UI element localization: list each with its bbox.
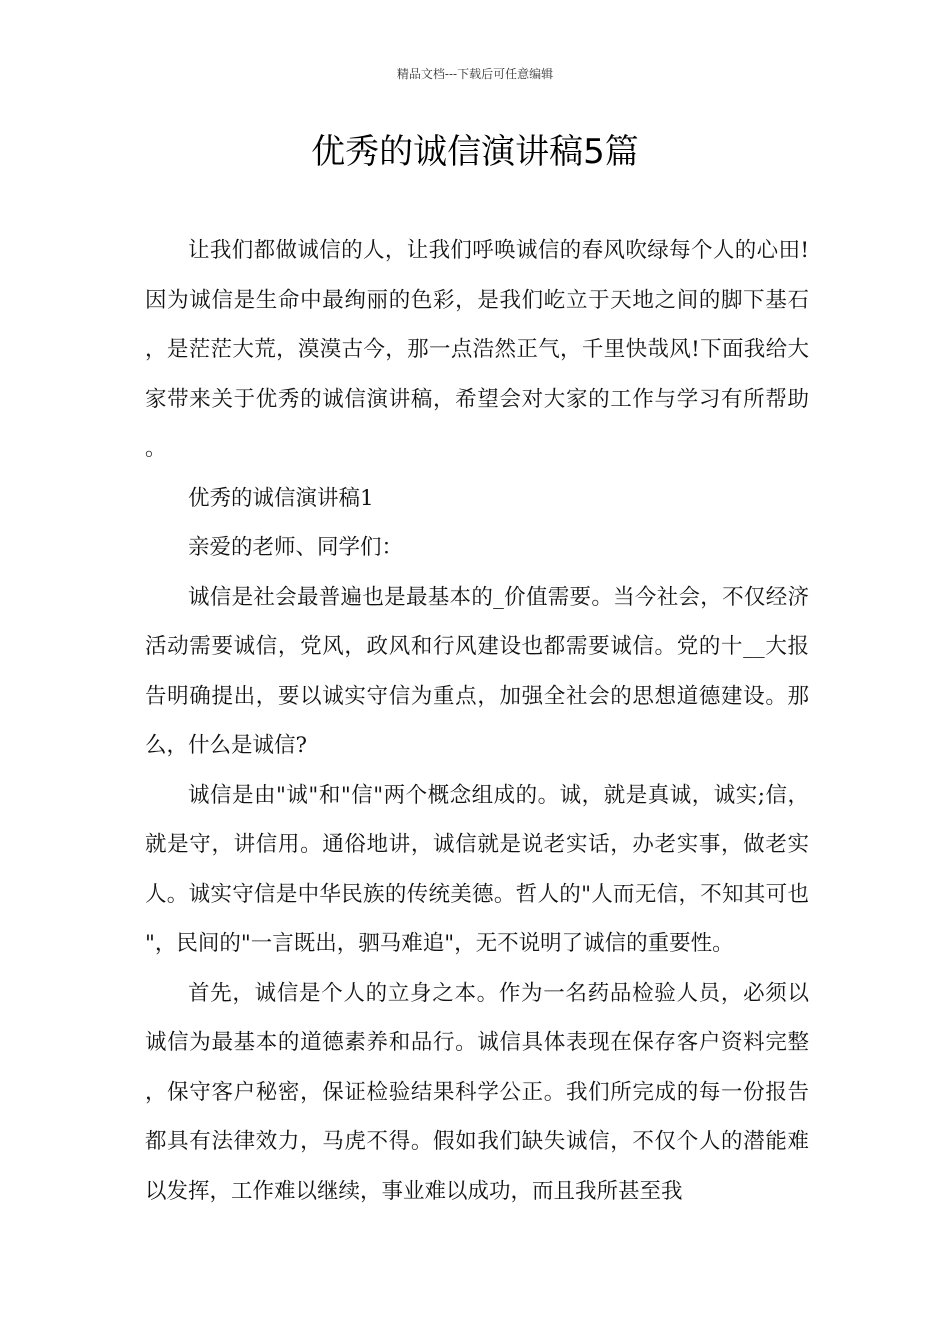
document-body	[145, 226, 809, 1216]
page-header: 精品文档---下载后可任意编辑	[396, 67, 554, 81]
paragraph-body: 诚信是由"诚"和"信"两个概念组成的。诚，就是真诚，诚实;信，就是守，讲信用。通俗地讲，诚信就是说老实话，办老实事，做老实人。诚实守信是中华民族的传统美德。哲人的"人而无信，不知其可也"，民间的"一言既出，驷马难追"，无不说明了诚信的重要性。	[145, 782, 809, 956]
paragraph-intro: 让我们都做诚信的人，让我们呼唤诚信的春风吹绿每个人的心田!因为诚信是生命中最绚丽的色彩，是我们屹立于天地之间的脚下基石，是茫茫大荒，漠漠古今，那一点浩然正气，千里快哉风!下面我给大家带来关于优秀的诚信演讲稿，希望会对大家的工作与学习有所帮助。	[145, 238, 809, 461]
salutation: 亲爱的老师、同学们：	[188, 535, 404, 560]
paragraph-body: 首先，诚信是个人的立身之本。作为一名药品检验人员，必须以诚信为最基本的道德素养和品行。诚信具体表现在保存客户资料完整，保守客户秘密，保证检验结果科学公正。我们所完成的每一份报告都具有法律效力，马虎不得。假如我们缺失诚信，不仅个人的潜能难以发挥，工作难以继续，事业难以成功，而且我所甚至我	[145, 980, 809, 1204]
document-title: 优秀的诚信演讲稿5篇	[311, 132, 639, 172]
section-heading: 优秀的诚信演讲稿1	[188, 485, 374, 511]
paragraph-body: 诚信是社会最普遍也是最基本的_价值需要。当今社会，不仅经济活动需要诚信，党风，政风和行风建设也都需要诚信。党的十__大报告明确提出，要以诚实守信为重点，加强全社会的思想道德建设。那么，什么是诚信?	[145, 584, 809, 758]
